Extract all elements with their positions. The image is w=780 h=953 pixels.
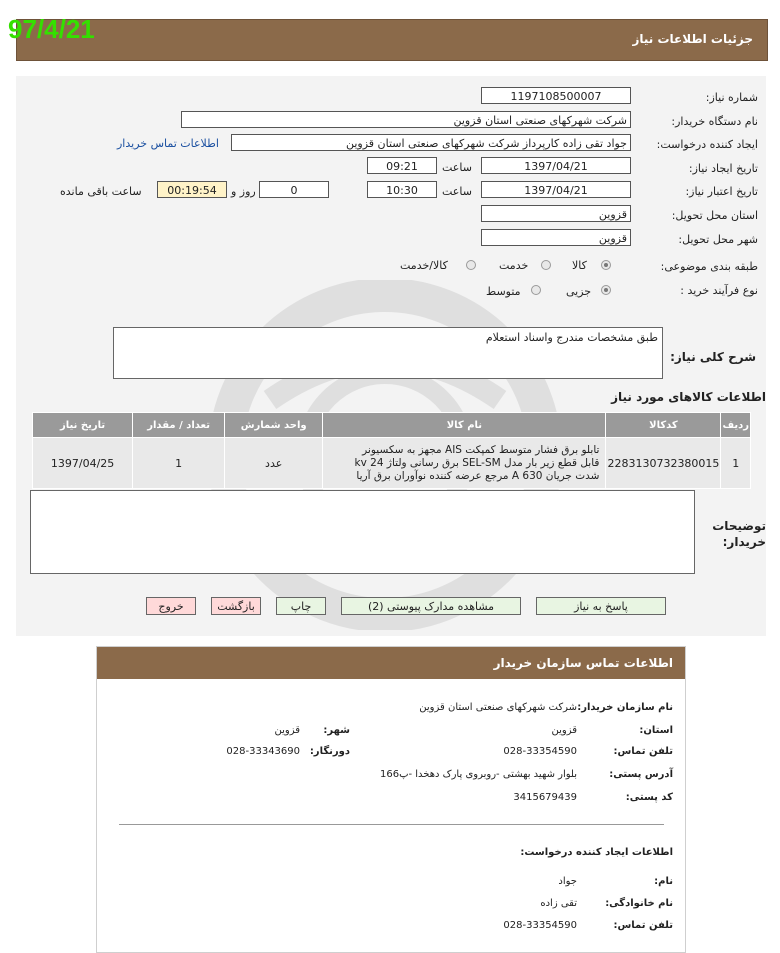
days-label: روز و (231, 185, 256, 198)
contact-title: اطلاعات تماس سازمان خریدار (493, 656, 673, 670)
delivery-city-field: قزوین (481, 229, 631, 246)
row-code: 2283130732380015 (606, 438, 721, 489)
category-service-label: خدمت (499, 259, 529, 272)
process-medium-label: متوسط (486, 285, 521, 298)
buyer-notes-box (30, 490, 695, 574)
col-name: نام کالا (323, 413, 606, 438)
contact-header (97, 647, 685, 679)
col-need-date: تاریخ نیاز (33, 413, 133, 438)
row-name-line: تابلو برق فشار متوسط کمپکت AIS مجهز به سکسیونر (362, 443, 600, 456)
validity-time-field: 10:30 (367, 181, 437, 198)
col-code: کدکالا (606, 413, 721, 438)
col-unit: واحد شمارش (225, 413, 323, 438)
buyer-contact-panel (96, 646, 686, 953)
exit-button[interactable]: خروج (146, 597, 196, 615)
col-quantity: تعداد / مقدار (133, 413, 225, 438)
process-label: نوع فرآیند خرید : (680, 284, 758, 297)
need-number-label: شماره نیاز: (705, 91, 758, 104)
creator-label: ایجاد کننده درخواست: (656, 138, 758, 151)
creator-last-name-value: تقی زاده (540, 898, 577, 909)
remaining-days-field: 0 (259, 181, 329, 198)
contact-phone-label: تلفن تماس: (613, 746, 673, 757)
contact-fax-label: دورنگار: (309, 746, 350, 757)
contact-postal-value: 3415679439 (513, 792, 577, 803)
description-text: طبق مشخصات مندرج واسناد استعلام (485, 331, 658, 344)
validity-time-label: ساعت (442, 185, 472, 198)
delivery-city-label: شهر محل تحویل: (678, 233, 758, 246)
remaining-time-field: 00:19:54 (157, 181, 227, 198)
created-time-label: ساعت (442, 161, 472, 174)
row-name-line: شدت جریان A 630 مرجع عرضه کننده نوآوران برق آریا (356, 469, 600, 482)
created-date-field: 1397/04/21 (481, 157, 631, 174)
created-time-field: 09:21 (367, 157, 437, 174)
contact-org-value: شرکت شهرکهای صنعتی استان قزوین (419, 702, 577, 713)
row-need-date: 1397/04/25 (33, 438, 133, 489)
description-box (113, 327, 663, 379)
process-minor-label: جزیی (566, 285, 592, 298)
contact-org-label: نام سازمان خریدار: (577, 702, 673, 713)
category-goods-label: کالا (572, 259, 587, 272)
category-goods-service-radio[interactable] (466, 260, 476, 270)
row-index: 1 (721, 438, 751, 489)
contact-address-label: آدرس پستی: (609, 769, 673, 780)
items-header-row (33, 413, 751, 438)
print-button[interactable]: چاپ (276, 597, 326, 615)
col-index: ردیف (721, 413, 751, 438)
items-section-title: اطلاعات کالاهای مورد نیاز (611, 390, 766, 404)
creator-phone-value: 028-33354590 (503, 920, 577, 931)
creator-last-name-label: نام خانوادگی: (605, 898, 673, 909)
delivery-province-label: استان محل تحویل: (671, 209, 758, 222)
category-goods-service-label: کالا/خدمت (400, 259, 448, 272)
row-name (323, 438, 606, 489)
attachments-button[interactable]: مشاهده مدارک پیوستی (2) (341, 597, 521, 615)
table-row (33, 438, 751, 489)
category-service-radio[interactable] (541, 260, 551, 270)
row-unit: عدد (225, 438, 323, 489)
creator-section-title: اطلاعات ایجاد کننده درخواست: (520, 847, 673, 858)
buyer-contact-link[interactable]: اطلاعات تماس خریدار (117, 137, 219, 150)
row-quantity: 1 (133, 438, 225, 489)
page-header (16, 19, 768, 61)
contact-fax-value: 028-33343690 (226, 746, 300, 757)
creator-field: جواد تقی زاده کارپرداز شرکت شهرکهای صنعتی استان قزوین (231, 134, 631, 151)
created-date-label: تاریخ ایجاد نیاز: (688, 162, 758, 175)
creator-phone-label: تلفن تماس: (613, 920, 673, 931)
contact-divider (119, 824, 664, 825)
contact-city-label: شهر: (323, 725, 350, 736)
process-medium-radio[interactable] (531, 285, 541, 295)
delivery-province-field: قزوین (481, 205, 631, 222)
remaining-time-label: ساعت باقی مانده (60, 185, 142, 198)
contact-postal-label: کد پستی: (625, 792, 673, 803)
contact-phone-value: 028-33354590 (503, 746, 577, 757)
creator-first-name-value: جواد (558, 876, 577, 887)
contact-province-label: استان: (639, 725, 673, 736)
row-name-line: قابل قطع زیر بار مدل SEL-SM برق رسانی ولتاژ kv 24 (354, 456, 600, 469)
buyer-org-field: شرکت شهرکهای صنعتی استان قزوین (181, 111, 631, 128)
reply-button[interactable]: پاسخ به نیاز (536, 597, 666, 615)
category-label: طبقه بندی موضوعی: (660, 260, 758, 273)
items-table (32, 412, 751, 489)
validity-date-field: 1397/04/21 (481, 181, 631, 198)
need-number-field: 1197108500007 (481, 87, 631, 104)
description-label: شرح کلی نیاز: (670, 350, 756, 364)
page-title: جزئیات اطلاعات نیاز (632, 32, 753, 46)
buyer-org-label: نام دستگاه خریدار: (671, 115, 758, 128)
creator-first-name-label: نام: (654, 876, 673, 887)
back-button[interactable]: بازگشت (211, 597, 261, 615)
process-minor-radio[interactable] (601, 285, 611, 295)
contact-address-value: بلوار شهید بهشتی -روبروی پارک دهخدا -پ166 (379, 769, 577, 780)
validity-date-label: تاریخ اعتبار نیاز: (685, 185, 758, 198)
contact-province-value: قزوین (551, 725, 577, 736)
date-stamp: 97/4/21 (8, 14, 95, 44)
buyer-notes-label: توضیحات خریدار: (712, 519, 766, 549)
category-goods-radio[interactable] (601, 260, 611, 270)
contact-city-value: قزوین (274, 725, 300, 736)
